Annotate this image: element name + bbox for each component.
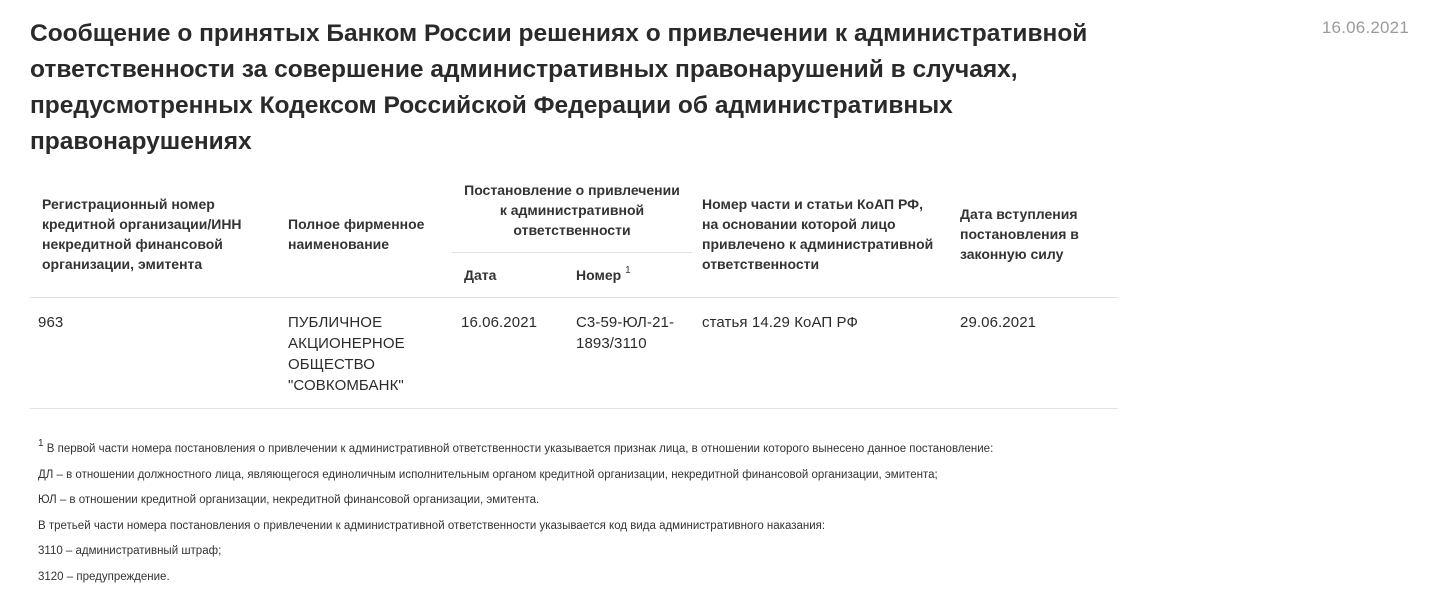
decisions-table [30, 170, 1118, 409]
header-full-name: Полное фирменное наименование [288, 215, 425, 252]
footnote-line [38, 440, 1118, 466]
cell-full-name: ПУБЛИЧНОЕ АКЦИОНЕРНОЕ ОБЩЕСТВО "СОВКОМБАНК" [274, 298, 452, 409]
header-resolution-group: Постановление о привлечении к административной ответственности [452, 170, 692, 253]
table-header-row [30, 170, 1118, 253]
footnote-line: 3120 – предупреждение. [38, 570, 170, 583]
footnote-line: В третьей части номера постановления о привлечении к административной ответственности указывается код вида административного наказания: [38, 519, 826, 532]
footnote-sup: 1 [38, 438, 44, 450]
cell-resolution-number: С3-59-ЮЛ-21-1893/3110 [560, 298, 692, 409]
publication-date: 16.06.2021 [1321, 18, 1409, 37]
header-resolution-number-label: Номер [576, 267, 622, 283]
cell-resolution-date: 16.06.2021 [452, 298, 560, 409]
table-row [30, 298, 1118, 409]
header-koap-article: Номер части и статьи КоАП РФ, на основании которой лицо привлечено к административной ответственности [702, 195, 934, 272]
header-resolution-date: Дата [464, 267, 497, 283]
decisions-table-wrapper [30, 170, 1118, 409]
footnotes [38, 440, 1118, 593]
page-title: Сообщение о принятых Банком России решениях о привлечении к административной ответственности за совершение административных правонарушений в случаях, предусмотренных Кодексом Российской Федерации об административных правонарушениях [30, 20, 1088, 155]
header-resolution-number [560, 253, 692, 298]
cell-reg-number: 963 [30, 298, 274, 409]
cell-effective-date: 29.06.2021 [948, 298, 1118, 409]
footnote-line: ДЛ – в отношении должностного лица, являющегося единоличным исполнительным органом кредитной организации, некредитной финансовой организации, эмитента; [38, 468, 938, 481]
footnote-line: 3110 – административный штраф; [38, 545, 222, 557]
footnote-line: ЮЛ – в отношении кредитной организации, некредитной финансовой организации, эмитента. [38, 494, 540, 506]
footnote-marker[interactable]: 1 [625, 265, 631, 277]
header-reg-number: Регистрационный номер кредитной организации/ИНН некредитной финансовой организации, эмитента [42, 195, 242, 272]
footnote-text: В первой части номера постановления о привлечении к административной ответственности указывается признак лица, в отношении которого вынесено данное постановление: [46, 443, 994, 455]
header-effective-date: Дата вступления постановления в законную силу [960, 205, 1079, 262]
cell-koap-article: статья 14.29 КоАП РФ [692, 298, 948, 409]
